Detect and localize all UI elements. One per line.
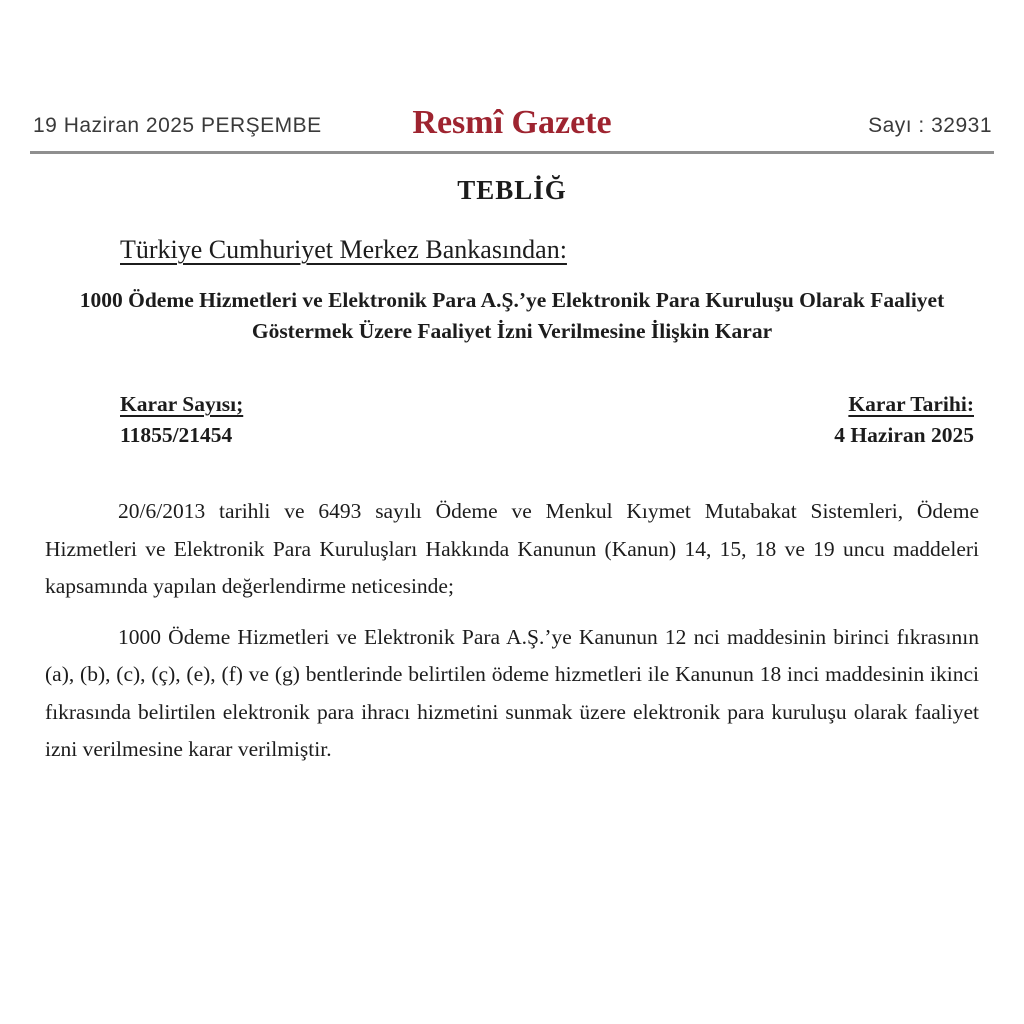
decision-number-block xyxy=(120,389,243,451)
gazette-masthead: Resmî Gazete xyxy=(412,104,612,141)
decision-date-label: Karar Tarihi: xyxy=(848,392,974,416)
gazette-header xyxy=(30,100,994,140)
decision-body xyxy=(45,493,979,769)
body-paragraph-2: 1000 Ödeme Hizmetleri ve Elektronik Para A.Ş.’ye Kanunun 12 nci maddesinin birinci fıkrasının (a), (b), (c), (ç), (e), (f) ve (g) bentlerinde belirtilen ödeme hizmetleri ile Kanunun 18 inci maddesinin ikinci fıkrasında belirtilen elektronik para ihracı hizmetini sunmak üzere elektronik para kuruluşu olarak faaliyet izni verilmesine karar verilmiştir. xyxy=(45,624,979,761)
decision-date-block xyxy=(834,389,974,451)
body-paragraph-1: 20/6/2013 tarihli ve 6493 sayılı Ödeme ve Menkul Kıymet Mutabakat Sistemleri, Ödeme Hizmetleri ve Elektronik Para Kuruluşları Hakkında Kanunun (Kanun) 14, 15, 18 ve 19 uncu maddeleri kapsamında yapılan değerlendirme neticesinde; xyxy=(45,499,979,598)
section-heading-teblig: TEBLİĞ xyxy=(457,175,567,205)
header-rule xyxy=(30,151,994,154)
decision-meta xyxy=(30,389,994,451)
gazette-date: 19 Haziran 2025 PERŞEMBE xyxy=(33,114,322,137)
decision-title: 1000 Ödeme Hizmetleri ve Elektronik Para A.Ş.’ye Elektronik Para Kuruluşu Olarak Faaliyet Göstermek Üzere Faaliyet İzni Verilmesine İlişkin Karar xyxy=(79,288,945,343)
decision-number-value: 11855/21454 xyxy=(120,423,233,447)
decision-date-value: 4 Haziran 2025 xyxy=(834,423,974,447)
issuing-authority-line: Türkiye Cumhuriyet Merkez Bankasından: xyxy=(120,235,567,264)
gazette-issue-number: Sayı : 32931 xyxy=(868,114,992,137)
decision-number-label: Karar Sayısı; xyxy=(120,392,244,416)
